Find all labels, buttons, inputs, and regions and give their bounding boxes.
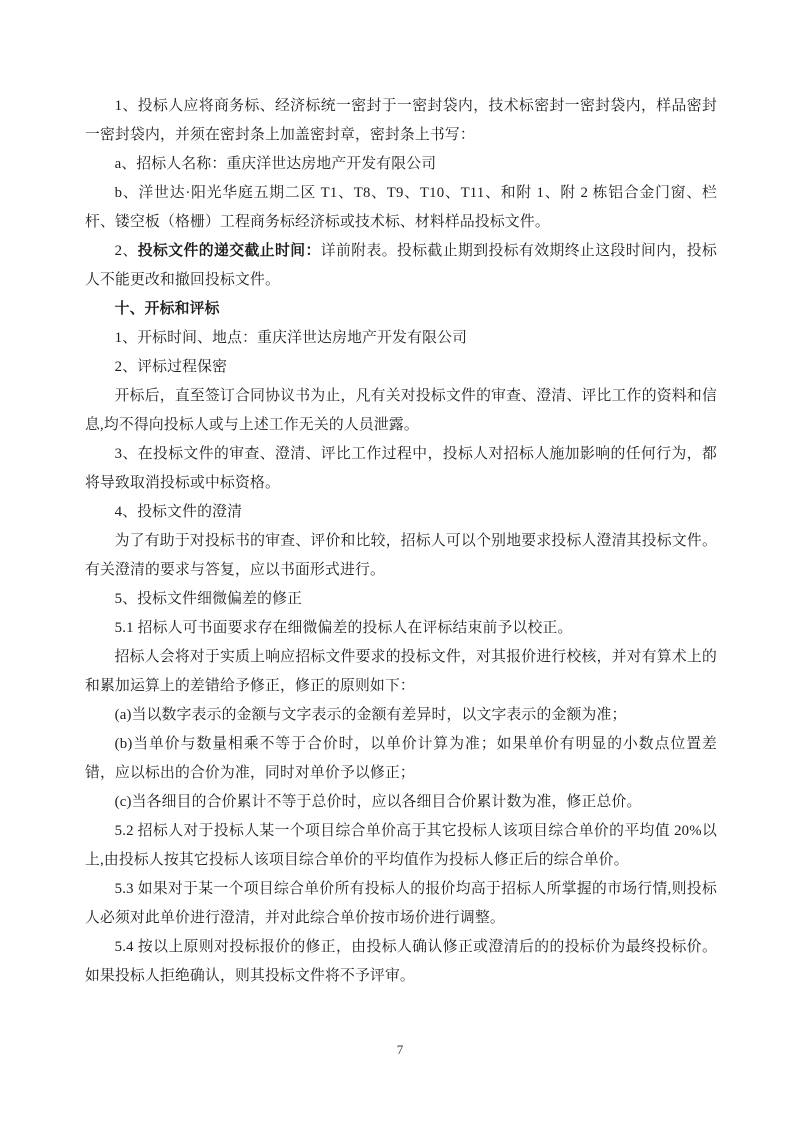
paragraph: [85, 788, 717, 817]
paragraph: [85, 614, 717, 643]
text-run: 开标后，直至签订合同协议书为止，凡有关对投标文件的审查、澄清、评比工作的资料和信息,均不得向投标人或与上述工作无关的人员泄露。: [85, 388, 717, 433]
paragraph: [85, 150, 717, 179]
paragraph: [85, 179, 717, 237]
text-run: 招标人会将对于实质上响应招标文件要求的投标文件，对其报价进行校核，并对有算术上的和累加运算上的差错给予修正，修正的原则如下：: [85, 649, 717, 694]
paragraph: [85, 817, 717, 875]
paragraph: [85, 440, 717, 498]
text-run: 详前附表。投标截止期到投标有效期终止这段时间内，投标人不能更改和撤回投标文件。: [85, 243, 717, 288]
text-run: 4、投标文件的澄清: [114, 504, 243, 520]
paragraph: [85, 643, 717, 701]
text-run: 5.2 招标人对于投标人某一个项目综合单价高于其它投标人该项目综合单价的平均值 20%以上,由投标人按其它投标人该项目综合单价的平均值作为投标人修正后的综合单价。: [85, 823, 717, 868]
paragraph: [85, 585, 717, 614]
paragraph: [85, 237, 717, 295]
paragraph: [85, 353, 717, 382]
text-run: 1、开标时间、地点：重庆洋世达房地产开发有限公司: [114, 330, 468, 346]
text-run: 5.4 按以上原则对投标报价的修正，由投标人确认修正或澄清后的的投标价为最终投标价。如果投标人拒绝确认，则其投标文件将不予评审。: [85, 939, 717, 984]
text-run: 5、投标文件细微偏差的修正: [114, 591, 303, 607]
text-run: 1、投标人应将商务标、经济标统一密封于一密封袋内，技术标密封一密封袋内，样品密封一密封袋内，并须在密封条上加盖密封章，密封条上书写：: [85, 98, 717, 143]
text-run: 2、评标过程保密: [114, 359, 228, 375]
paragraph: [85, 92, 717, 150]
paragraph: [85, 933, 717, 991]
paragraph: [85, 730, 717, 788]
text-run: (b)当单价与数量相乘不等于合价时，以单价计算为准；如果单价有明显的小数点位置差错，应以标出的合价为准，同时对单价予以修正；: [85, 736, 717, 781]
text-run: 投标文件的递交截止时间：: [137, 243, 321, 259]
paragraph: [85, 382, 717, 440]
text-run: (a)当以数字表示的金额与文字表示的金额有差异时，以文字表示的金额为准；: [114, 707, 627, 723]
text-run: 2、: [114, 243, 138, 259]
paragraph: [85, 324, 717, 353]
text-run: 为了有助于对投标书的审查、评价和比较，招标人可以个别地要求投标人澄清其投标文件。有关澄清的要求与答复，应以书面形式进行。: [85, 533, 717, 578]
text-run: a、招标人名称：重庆洋世达房地产开发有限公司: [114, 156, 437, 172]
paragraph: [85, 701, 717, 730]
heading-paragraph: [85, 295, 717, 324]
text-run: (c)当各细目的合价累计不等于总价时，应以各细目合价累计数为准，修正总价。: [114, 794, 642, 810]
text-run: b、洋世达·阳光华庭五期二区 T1、T8、T9、T10、T11、和附 1、附 2 栋铝合金门窗、栏杆、镂空板（格栅）工程商务标经济标或技术标、材料样品投标文件。: [85, 185, 717, 230]
paragraph: [85, 875, 717, 933]
text-run: 十、开标和评标: [114, 301, 220, 317]
text-run: 5.3 如果对于某一个项目综合单价所有投标人的报价均高于招标人所掌握的市场行情,则投标人必须对此单价进行澄清，并对此综合单价按市场价进行调整。: [85, 881, 717, 926]
page-footer: [0, 1042, 800, 1058]
text-run: 5.1 招标人可书面要求存在细微偏差的投标人在评标结束前予以校正。: [114, 620, 573, 636]
page-number: 7: [396, 1042, 404, 1057]
document-body: [85, 92, 717, 991]
paragraph: [85, 498, 717, 527]
text-run: 3、在投标文件的审查、澄清、评比工作过程中，投标人对招标人施加影响的任何行为，都将导致取消投标或中标资格。: [85, 446, 717, 491]
paragraph: [85, 527, 717, 585]
